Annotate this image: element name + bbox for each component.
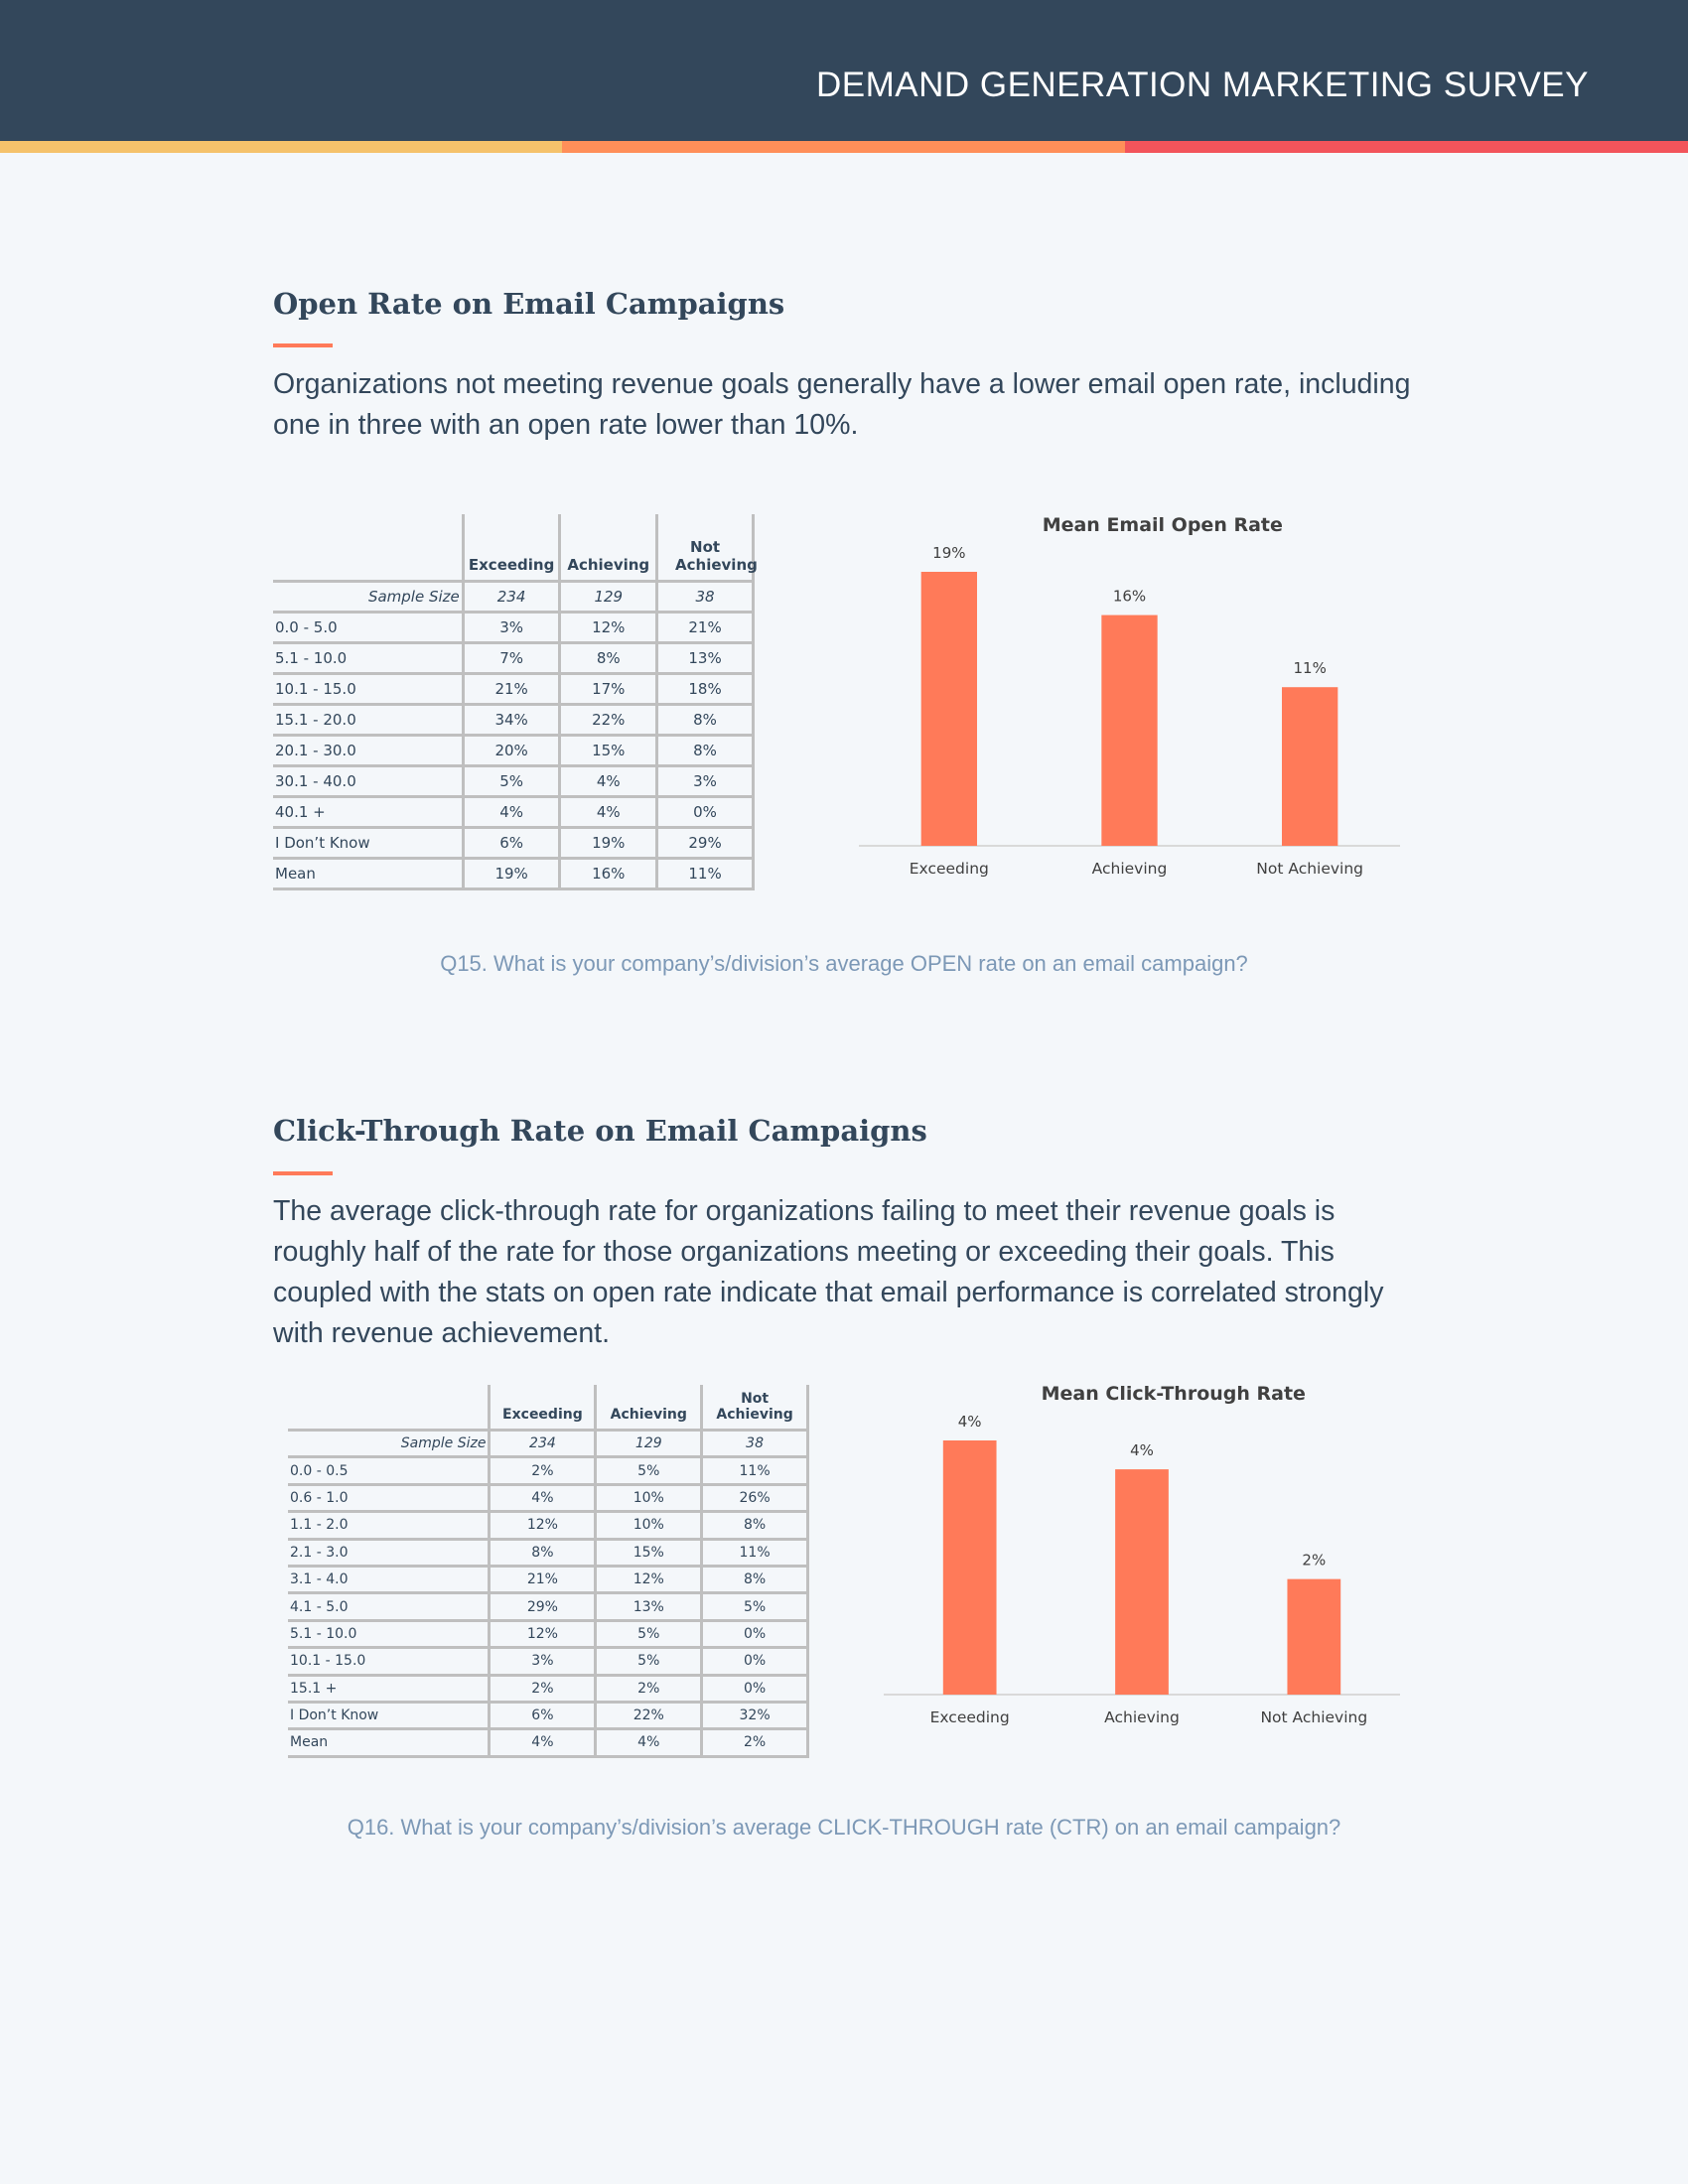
- category-tick-label: Not Achieving: [1256, 860, 1364, 878]
- table-cell: 0%: [702, 1648, 808, 1675]
- chart-bar: [921, 572, 977, 846]
- table-row: [288, 1457, 808, 1484]
- row-label: 2.1 - 3.0: [288, 1539, 490, 1566]
- chart-title: Mean Email Open Rate: [1042, 514, 1283, 536]
- column-header: Achieving: [560, 514, 657, 582]
- table-cell: 5%: [463, 766, 560, 797]
- row-label: 30.1 - 40.0: [273, 766, 463, 797]
- row-label: Mean: [273, 859, 463, 889]
- table-cell: 0%: [657, 797, 754, 828]
- column-header: Exceeding: [490, 1385, 596, 1431]
- table-cell: 4%: [490, 1729, 596, 1756]
- table-row: [273, 643, 754, 674]
- table-cell: 18%: [657, 674, 754, 705]
- table-cell: 11%: [702, 1457, 808, 1484]
- table-cell: 5%: [596, 1457, 702, 1484]
- table-row: [288, 1484, 808, 1511]
- question-caption-q15: Q15. What is your company’s/division’s average OPEN rate on an email campaign?: [440, 951, 1248, 976]
- table-cell: 3%: [490, 1648, 596, 1675]
- question-caption-q16: Q16. What is your company’s/division’s average CLICK-THROUGH rate (CTR) on an email campaign?: [347, 1815, 1341, 1840]
- table-cell: 6%: [490, 1702, 596, 1728]
- table-cell: 12%: [596, 1566, 702, 1592]
- table-cell: 19%: [463, 859, 560, 889]
- table-row: [288, 1512, 808, 1539]
- chart-title: Mean Click-Through Rate: [1041, 1383, 1306, 1405]
- bar-data-label: 16%: [1112, 587, 1147, 606]
- table-cell: 2%: [596, 1675, 702, 1702]
- column-header: Not Achieving: [702, 1385, 808, 1431]
- table-cell: 21%: [490, 1566, 596, 1592]
- heading-rule: [273, 1171, 333, 1175]
- section-intro-click-through: The average click-through rate for organizations failing to meet their revenue goals is roughly half of the rate for those organizations meeting or exceeding their goals. This coupled with the stats on open rate indicate that email performance is correlated strongly with revenue achievement.: [273, 1195, 1384, 1349]
- row-label: Sample Size: [288, 1431, 490, 1457]
- table-cell: 3%: [463, 613, 560, 643]
- report-title: DEMAND GENERATION MARKETING SURVEY: [815, 66, 1589, 104]
- table-cell: 12%: [490, 1512, 596, 1539]
- accent-stripe-red: [1125, 141, 1688, 153]
- table-cell: 8%: [702, 1512, 808, 1539]
- chart-bar: [1115, 1469, 1169, 1695]
- bar-data-label: 2%: [1302, 1551, 1327, 1570]
- table-cell: 15%: [596, 1539, 702, 1566]
- table-cell: 5%: [596, 1620, 702, 1647]
- row-label: 0.0 - 0.5: [288, 1457, 490, 1484]
- accent-stripe-orange: [562, 141, 1125, 153]
- table-row: [288, 1729, 808, 1756]
- table-row: [288, 1675, 808, 1702]
- sample-size-cell: 129: [560, 582, 657, 613]
- bar-data-label: 4%: [1130, 1441, 1154, 1460]
- table-cell: 10%: [596, 1512, 702, 1539]
- table-row: [273, 736, 754, 766]
- table-cell: 26%: [702, 1484, 808, 1511]
- sample-size-cell: 234: [463, 582, 560, 613]
- table-cell: 12%: [490, 1620, 596, 1647]
- table-cell: 2%: [490, 1457, 596, 1484]
- table-corner: [288, 1385, 490, 1431]
- row-label: 15.1 +: [288, 1675, 490, 1702]
- table-row: [273, 859, 754, 889]
- table-cell: 11%: [702, 1539, 808, 1566]
- table-cell: 12%: [560, 613, 657, 643]
- table-cell: 34%: [463, 705, 560, 736]
- table-row: [273, 766, 754, 797]
- category-tick-label: Exceeding: [929, 1708, 1010, 1726]
- table-cell: 15%: [560, 736, 657, 766]
- column-header: Exceeding: [463, 514, 560, 582]
- table-cell: 20%: [463, 736, 560, 766]
- table-cell: 8%: [657, 736, 754, 766]
- column-header: Achieving: [596, 1385, 702, 1431]
- table-cell: 17%: [560, 674, 657, 705]
- table-cell: 8%: [657, 705, 754, 736]
- table-cell: 22%: [596, 1702, 702, 1728]
- table-cell: 4%: [596, 1729, 702, 1756]
- table-cell: 8%: [702, 1566, 808, 1592]
- table-cell: 22%: [560, 705, 657, 736]
- category-tick-label: Achieving: [1104, 1708, 1180, 1726]
- row-label: Mean: [288, 1729, 490, 1756]
- chart-bar: [943, 1440, 997, 1695]
- row-label: 10.1 - 15.0: [288, 1648, 490, 1675]
- table-cell: 7%: [463, 643, 560, 674]
- table-cell: 5%: [702, 1593, 808, 1620]
- category-tick-label: Not Achieving: [1260, 1708, 1368, 1726]
- table-cell: 21%: [463, 674, 560, 705]
- table-cell: 32%: [702, 1702, 808, 1728]
- table-cell: 5%: [596, 1648, 702, 1675]
- accent-stripe-yellow: [0, 141, 562, 153]
- table-row: [273, 797, 754, 828]
- table-cell: 6%: [463, 828, 560, 859]
- sample-size-cell: 38: [702, 1431, 808, 1457]
- table-cell: 21%: [657, 613, 754, 643]
- row-label: 10.1 - 15.0: [273, 674, 463, 705]
- table-cell: 13%: [596, 1593, 702, 1620]
- heading-rule: [273, 343, 333, 347]
- category-tick-label: Exceeding: [909, 860, 989, 878]
- section-heading-click-through: Click-Through Rate on Email Campaigns: [273, 1114, 927, 1148]
- chart-bar: [1287, 1579, 1340, 1695]
- open-rate-table: [273, 514, 758, 890]
- table-cell: 2%: [490, 1675, 596, 1702]
- table-cell: 16%: [560, 859, 657, 889]
- row-label: 5.1 - 10.0: [288, 1620, 490, 1647]
- row-label: I Don’t Know: [273, 828, 463, 859]
- page-header: [0, 0, 1688, 141]
- section-heading-open-rate: Open Rate on Email Campaigns: [273, 287, 785, 321]
- table-cell: 19%: [560, 828, 657, 859]
- table-cell: 4%: [560, 797, 657, 828]
- row-label: 5.1 - 10.0: [273, 643, 463, 674]
- table-cell: 3%: [657, 766, 754, 797]
- table-row: [288, 1620, 808, 1647]
- sample-size-row: [273, 582, 754, 613]
- table-row: [288, 1648, 808, 1675]
- table-row: [273, 613, 754, 643]
- table-cell: 2%: [702, 1729, 808, 1756]
- table-cell: 0%: [702, 1620, 808, 1647]
- column-header: Not Achieving: [657, 514, 754, 582]
- table-cell: 4%: [560, 766, 657, 797]
- table-cell: 8%: [490, 1539, 596, 1566]
- sample-size-cell: 234: [490, 1431, 596, 1457]
- sample-size-cell: 38: [657, 582, 754, 613]
- table-cell: 29%: [657, 828, 754, 859]
- sample-size-row: [288, 1431, 808, 1457]
- row-label: 20.1 - 30.0: [273, 736, 463, 766]
- chart-bar: [1101, 615, 1157, 846]
- row-label: 3.1 - 4.0: [288, 1566, 490, 1592]
- row-label: 15.1 - 20.0: [273, 705, 463, 736]
- bar-data-label: 11%: [1293, 659, 1327, 678]
- mean-open-rate-chart: [854, 506, 1405, 884]
- row-label: 1.1 - 2.0: [288, 1512, 490, 1539]
- bar-data-label: 19%: [932, 544, 966, 562]
- category-tick-label: Achieving: [1091, 860, 1168, 878]
- chart-bar: [1282, 687, 1337, 846]
- table-row: [273, 828, 754, 859]
- table-cell: 4%: [490, 1484, 596, 1511]
- row-label: 4.1 - 5.0: [288, 1593, 490, 1620]
- bar-data-label: 4%: [957, 1413, 982, 1431]
- table-cell: 13%: [657, 643, 754, 674]
- mean-click-through-chart: [879, 1375, 1405, 1732]
- table-cell: 10%: [596, 1484, 702, 1511]
- table-row: [288, 1539, 808, 1566]
- sample-size-cell: 129: [596, 1431, 702, 1457]
- table-cell: 29%: [490, 1593, 596, 1620]
- table-row: [273, 674, 754, 705]
- row-label: 0.0 - 5.0: [273, 613, 463, 643]
- table-cell: 4%: [463, 797, 560, 828]
- table-row: [288, 1702, 808, 1728]
- row-label: 40.1 +: [273, 797, 463, 828]
- row-label: I Don’t Know: [288, 1702, 490, 1728]
- table-row: [273, 705, 754, 736]
- row-label: Sample Size: [273, 582, 463, 613]
- click-through-table: [288, 1385, 809, 1758]
- section-intro-open-rate: Organizations not meeting revenue goals generally have a lower email open rate, including one in three with an open rate lower than 10%.: [273, 368, 1411, 441]
- table-corner: [273, 514, 463, 582]
- table-cell: 8%: [560, 643, 657, 674]
- table-row: [288, 1566, 808, 1592]
- table-cell: 0%: [702, 1675, 808, 1702]
- row-label: 0.6 - 1.0: [288, 1484, 490, 1511]
- table-row: [288, 1593, 808, 1620]
- table-cell: 11%: [657, 859, 754, 889]
